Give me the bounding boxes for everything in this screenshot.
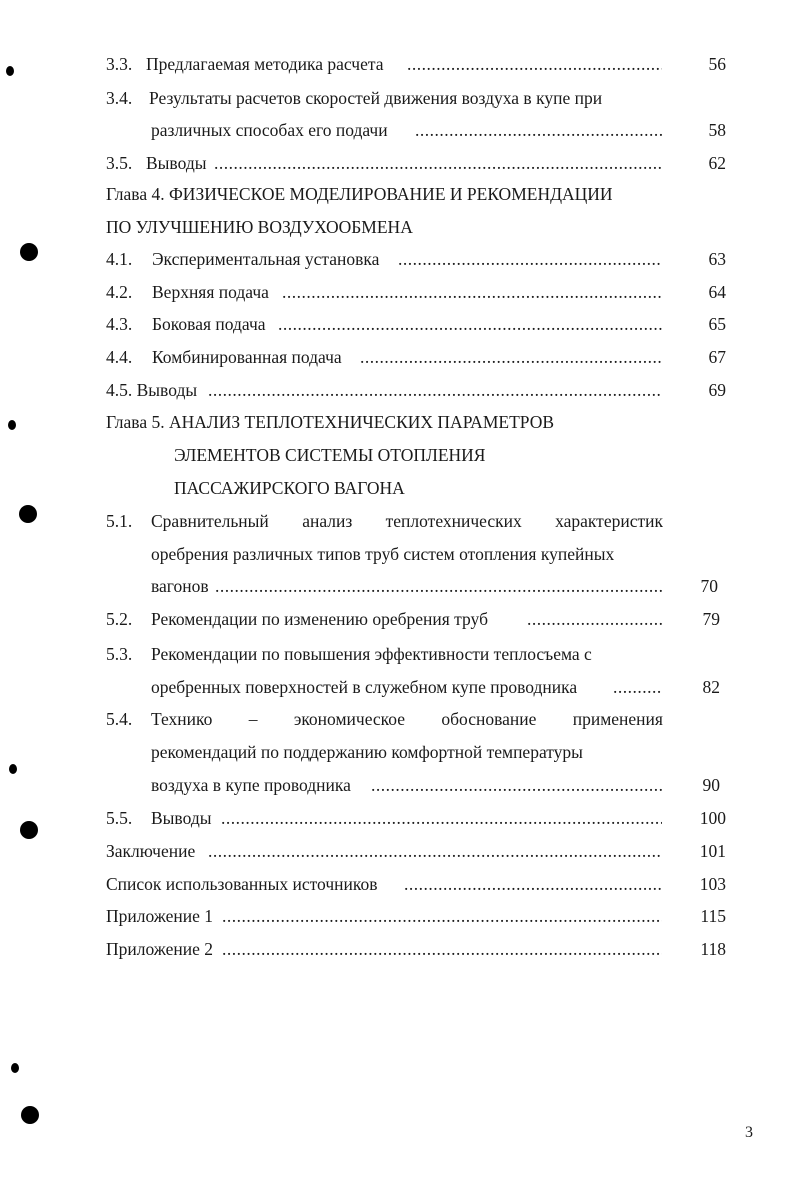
toc-page: 82 — [702, 677, 720, 697]
binder-hole-3 — [8, 420, 16, 430]
toc-word: – — [248, 709, 258, 729]
toc-title: Верхняя подача — [152, 282, 269, 302]
toc-page: 63 — [708, 249, 726, 269]
chapter-heading: Глава 4. ФИЗИЧЕСКОЕ МОДЕЛИРОВАНИЕ И РЕКОМЕНДАЦИИ — [106, 184, 613, 204]
toc-entry-3-5 — [106, 152, 662, 174]
toc-leader — [407, 53, 662, 75]
toc-entry-3-4 — [151, 119, 662, 141]
toc-num: 5.5. — [106, 808, 133, 828]
toc-title: Комбинированная подача — [152, 347, 342, 367]
toc-page: 100 — [699, 808, 726, 828]
toc-leader — [278, 313, 662, 335]
toc-entry-4-5 — [106, 379, 662, 401]
toc-num: 5.3. — [106, 644, 133, 664]
toc-num: 5.2. — [106, 609, 133, 629]
toc-title — [151, 510, 663, 532]
binder-hole-5 — [9, 764, 17, 774]
toc-title-cont: воздуха в купе проводника — [151, 775, 351, 795]
toc-word: анализ — [302, 511, 353, 531]
toc-title: Заключение — [106, 841, 196, 861]
toc-word: применения — [572, 709, 663, 729]
toc-word: теплотехнических — [385, 511, 522, 531]
toc-entry-5-4 — [151, 774, 662, 796]
toc-title: Приложение 2 — [106, 939, 214, 959]
page-number: 3 — [745, 1124, 753, 1141]
toc-num: 4.2. — [106, 282, 133, 302]
toc-entry-4-1 — [106, 248, 662, 270]
toc-num: 3.5. — [106, 153, 133, 173]
toc-leader — [215, 575, 662, 597]
toc-title: Предлагаемая методика расчета — [146, 54, 384, 74]
toc-page: 103 — [699, 874, 726, 894]
toc-page: 70 — [700, 576, 718, 596]
toc-leader — [221, 807, 662, 829]
toc-title: Список использованных источников — [106, 874, 378, 894]
toc-leader — [527, 608, 662, 630]
toc-entry-appendix-2 — [106, 938, 662, 960]
toc-entry-4-4 — [106, 346, 662, 368]
toc-leader — [214, 152, 662, 174]
toc-title: Рекомендации по изменению оребрения труб — [151, 609, 488, 629]
binder-hole-8 — [21, 1106, 39, 1124]
binder-hole-4 — [19, 505, 37, 523]
toc-word: характеристик — [555, 511, 663, 531]
toc-page: 64 — [708, 282, 726, 302]
chapter-heading-cont: ЭЛЕМЕНТОВ СИСТЕМЫ ОТОПЛЕНИЯ — [174, 445, 486, 465]
toc-word: Технико — [151, 709, 213, 729]
toc-title-cont: вагонов — [151, 576, 209, 596]
binder-hole-1 — [6, 66, 14, 76]
toc-entry-4-3 — [106, 313, 662, 335]
toc-entry-5-5 — [151, 807, 662, 829]
toc-title: Выводы — [146, 153, 207, 173]
toc-entry-4-2 — [106, 281, 662, 303]
toc-title-cont: оребрения различных типов труб систем отопления купейных — [151, 544, 615, 564]
toc-title-cont: различных способах его подачи — [151, 120, 388, 140]
toc-leader — [208, 379, 662, 401]
toc-leader — [222, 938, 662, 960]
toc-page: 79 — [702, 609, 720, 629]
toc-leader — [282, 281, 662, 303]
toc-leader — [398, 248, 662, 270]
toc-title: Приложение 1 — [106, 906, 214, 926]
toc-leader — [222, 905, 662, 927]
toc-entry-appendix-1 — [106, 905, 662, 927]
toc-entry-3-3 — [106, 53, 662, 75]
toc-entry-sources — [106, 873, 662, 895]
toc-num: 4.1. — [106, 249, 133, 269]
chapter-heading: Глава 5. АНАЛИЗ ТЕПЛОТЕХНИЧЕСКИХ ПАРАМЕТРОВ — [106, 412, 555, 432]
toc-leader — [415, 119, 662, 141]
toc-page: 90 — [702, 775, 720, 795]
toc-num: 3.3. — [106, 54, 133, 74]
toc-entry-conclusion — [106, 840, 662, 862]
toc-title: Результаты расчетов скоростей движения воздуха в купе при — [149, 88, 603, 108]
toc-page: 115 — [700, 906, 726, 926]
toc-page: 101 — [699, 841, 726, 861]
toc-title: Выводы — [151, 808, 212, 828]
toc-page: 62 — [708, 153, 726, 173]
toc-num: 4.4. — [106, 347, 133, 367]
toc-page: 65 — [708, 314, 726, 334]
binder-hole-2 — [20, 243, 38, 261]
toc-page: 58 — [708, 120, 726, 140]
binder-hole-6 — [20, 821, 38, 839]
toc-leader — [613, 676, 662, 698]
toc-num: 5.1. — [106, 511, 133, 531]
toc-leader — [371, 774, 662, 796]
toc-num: 5.4. — [106, 709, 133, 729]
toc-title: Боковая подача — [152, 314, 266, 334]
toc-num: 4.3. — [106, 314, 133, 334]
toc-num: 3.4. — [106, 88, 133, 108]
toc-title-cont: оребренных поверхностей в служебном купе проводника — [151, 677, 578, 697]
toc-word: экономическое — [293, 709, 406, 729]
toc-title — [151, 708, 663, 730]
toc-page: 69 — [708, 380, 726, 400]
toc-leader — [208, 840, 662, 862]
toc-page: 118 — [700, 939, 726, 959]
toc-entry-5-1 — [151, 575, 662, 597]
chapter-heading-cont: ПАССАЖИРСКОГО ВАГОНА — [174, 478, 405, 498]
toc-leader — [360, 346, 662, 368]
toc-title-cont: рекомендаций по поддержанию комфортной температуры — [151, 742, 583, 762]
toc-leader — [404, 873, 662, 895]
toc-title: 4.5. Выводы — [106, 380, 198, 400]
chapter-heading-cont: ПО УЛУЧШЕНИЮ ВОЗДУХООБМЕНА — [106, 217, 413, 237]
toc-page: 56 — [708, 54, 726, 74]
toc-title: Рекомендации по повышения эффективности теплосъема с — [151, 644, 592, 664]
binder-hole-7 — [11, 1063, 19, 1073]
toc-word: Сравнительный — [151, 511, 269, 531]
toc-entry-5-3 — [151, 676, 662, 698]
toc-page: 67 — [708, 347, 726, 367]
toc-entry-5-2 — [151, 608, 662, 630]
toc-title: Экспериментальная установка — [152, 249, 380, 269]
toc-word: обоснование — [441, 709, 537, 729]
